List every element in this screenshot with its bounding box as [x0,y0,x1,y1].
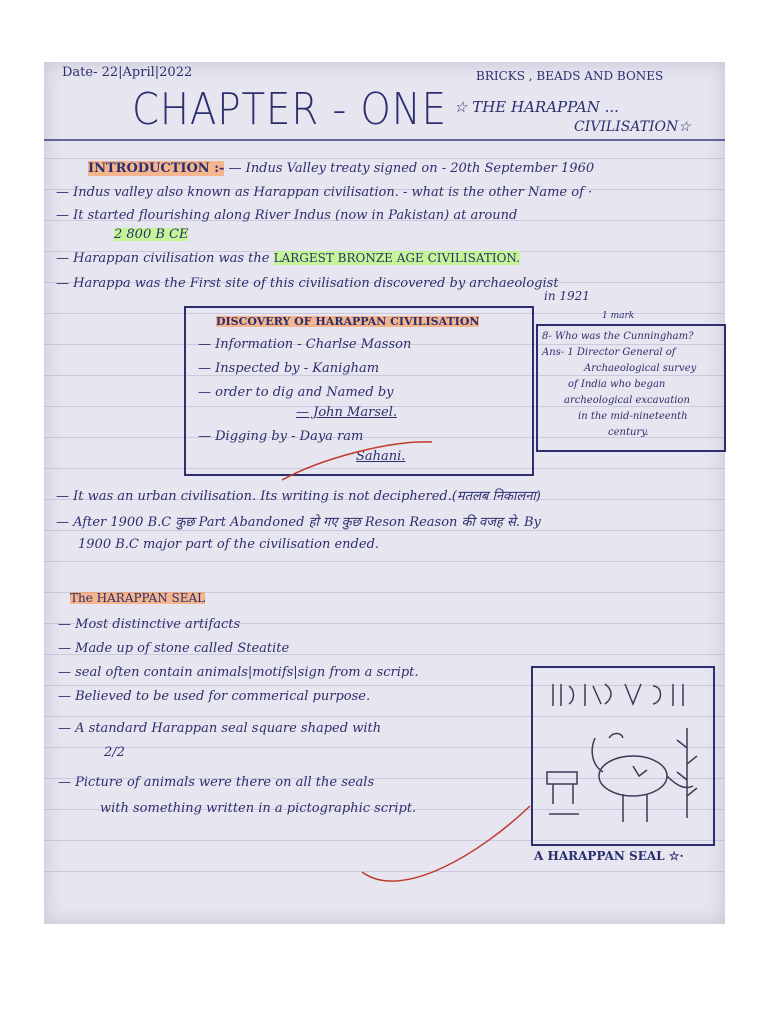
intro-line-3b: 2 800 B CE [114,227,189,242]
seal-heading: The HARAPPAN SEAL [70,591,206,605]
seal-line-4: — Believed to be used for commerical purpose. [58,689,371,704]
intro-line-5b: in 1921 [544,289,590,303]
intro-line-5: — Harappa was the First site of this civilisation discovered by archaeologist [56,276,559,291]
discovery-line-2: — Inspected by - Kanigham [198,361,380,376]
discovery-line-4: — John Marsel. [296,405,397,420]
note-answer-1: Ans- 1 Director General of [542,347,676,358]
note-question: 8- Who was the Cunningham? [542,331,694,342]
seal-line-8: with something written in a pictographic script. [100,801,417,816]
discovery-line-3: — order to dig and Named by [198,385,394,400]
intro-line-3a: — It started flourishing along River Indus (now in Pakistan) at around [56,208,518,223]
seal-line-6: 2/2 [104,745,125,760]
decorative-swoosh [44,62,725,924]
seal-caption: A HARAPPAN SEAL ☆· [534,849,684,863]
discovery-line-1: — Information - Charlse Masson [198,337,412,352]
urban-line-2: — After 1900 B.C कुछ Part Abandoned हो गए कुछ Reson Reason की वजह से. By [56,515,541,530]
note-answer-5: in the mid-nineteenth [578,411,688,422]
note-answer-6: century. [608,427,649,438]
date-text: Date- 22|April|2022 [62,65,193,80]
intro-line-2: — Indus valley also known as Harappan civilisation. - what is the other Name of · [56,185,593,200]
note-answer-4: archeological excavation [564,395,690,406]
note-marks: 1 mark [602,311,635,321]
chapter-title: CHAPTER - ONE [132,84,447,135]
subtitle-1: ☆ THE HARAPPAN ... [454,98,619,116]
seal-line-5: — A standard Harappan seal square shaped with [58,721,382,736]
seal-line-3: — seal often contain animals|motifs|sign from a script. [58,665,419,680]
seal-line-2: — Made up of stone called Steatite [58,641,290,656]
intro-line-1: — Indus Valley treaty signed on - 20th September 1960 [228,161,595,176]
intro-line-4b: LARGEST BRONZE AGE CIVILISATION. [273,251,520,265]
seal-line-7: — Picture of animals were there on all the seals [58,775,375,790]
note-answer-2: Archaeological survey [584,363,697,374]
notebook-page [44,62,725,924]
discovery-heading: DISCOVERY OF HARAPPAN CIVILISATION [216,315,480,328]
note-answer-3: of India who began [568,379,666,390]
topic-text: BRICKS , BEADS AND BONES [476,69,664,83]
discovery-line-5: — Digging by - Daya ram [198,429,364,444]
seal-line-1: — Most distinctive artifacts [58,617,241,632]
discovery-line-6: Sahani. [356,449,406,464]
intro-line-4a: — Harappan civilisation was the [56,251,270,266]
intro-heading: INTRODUCTION :- [88,161,225,176]
urban-line-1: — It was an urban civilisation. Its writing is not deciphered.(मतलब निकालना) [56,489,541,504]
urban-line-3: 1900 B.C major part of the civilisation ended. [78,537,380,552]
subtitle-2: CIVILISATION☆ [574,119,691,135]
